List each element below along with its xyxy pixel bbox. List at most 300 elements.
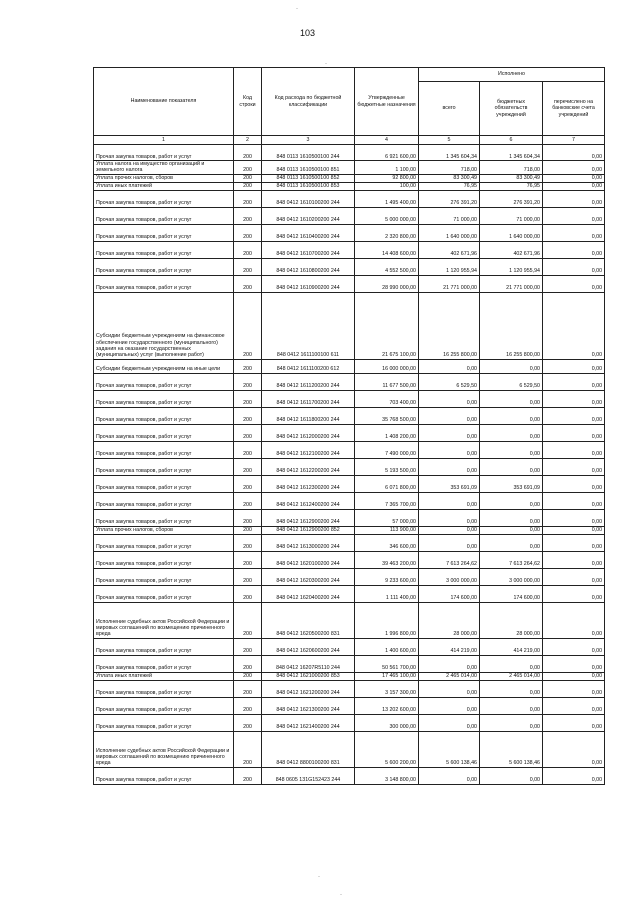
cell-transferred: 0,00 bbox=[543, 224, 605, 241]
cell-approved: 28 990 000,00 bbox=[355, 275, 419, 292]
row-label: Прочая закупка товаров, работ и услуг bbox=[96, 234, 192, 241]
row-label: Прочая закупка товаров, работ и услуг bbox=[96, 648, 192, 655]
row-label: Прочая закупка товаров, работ и услуг bbox=[96, 468, 192, 475]
cell-total: 3 000 000,00 bbox=[419, 568, 480, 585]
cell-name bbox=[94, 441, 234, 458]
cell-line-code: 200 bbox=[234, 275, 262, 292]
cell-name bbox=[94, 767, 234, 784]
cell-total: 0,00 bbox=[419, 534, 480, 551]
cell-budget-code: 848 0412 1620500200 831 bbox=[262, 602, 355, 638]
cell-budget-code: 848 0412 1612300200 244 bbox=[262, 475, 355, 492]
scan-speck: · bbox=[318, 874, 320, 880]
table-row bbox=[94, 655, 605, 672]
cell-transferred: 0,00 bbox=[543, 697, 605, 714]
cell-approved: 1 408 200,00 bbox=[355, 424, 419, 441]
cell-name bbox=[94, 407, 234, 424]
cell-total: 6 529,50 bbox=[419, 373, 480, 390]
cell-budget-code: 848 0412 1612000200 244 bbox=[262, 424, 355, 441]
header-total: всего bbox=[419, 82, 480, 136]
cell-total: 0,00 bbox=[419, 697, 480, 714]
row-label: Субсидии бюджетным учреждениям на финансовое обеспечение государственного (муниципального) задания на оказание государственных (муниципальных) услуг (выполнение работ) bbox=[96, 333, 225, 359]
row-label: Уплата прочих налогов, сборов bbox=[96, 527, 174, 534]
cell-budget-code: 848 0412 1612200200 244 bbox=[262, 458, 355, 475]
cell-obligations: 1 120 955,94 bbox=[480, 258, 543, 275]
table-row bbox=[94, 174, 605, 182]
table-row bbox=[94, 767, 605, 784]
cell-obligations: 0,00 bbox=[480, 441, 543, 458]
cell-approved: 1 996 800,00 bbox=[355, 602, 419, 638]
cell-line-code: 200 bbox=[234, 182, 262, 190]
table-row bbox=[94, 509, 605, 526]
cell-line-code: 200 bbox=[234, 492, 262, 509]
row-label: Субсидии бюджетным учреждениям на иные цели bbox=[96, 366, 221, 373]
table-row bbox=[94, 672, 605, 680]
table-row bbox=[94, 241, 605, 258]
cell-name bbox=[94, 509, 234, 526]
cell-approved: 92 800,00 bbox=[355, 174, 419, 182]
cell-transferred: 0,00 bbox=[543, 509, 605, 526]
table-row bbox=[94, 359, 605, 373]
row-label: Прочая закупка товаров, работ и услуг bbox=[96, 485, 192, 492]
cell-line-code: 200 bbox=[234, 767, 262, 784]
cell-budget-code: 848 0412 1610100200 244 bbox=[262, 190, 355, 207]
cell-budget-code: 848 0412 1612900200 852 bbox=[262, 526, 355, 534]
cell-approved: 57 000,00 bbox=[355, 509, 419, 526]
row-label: Прочая закупка товаров, работ и услуг bbox=[96, 502, 192, 509]
cell-total: 0,00 bbox=[419, 655, 480, 672]
cell-obligations: 0,00 bbox=[480, 680, 543, 697]
row-label: Прочая закупка товаров, работ и услуг bbox=[96, 777, 192, 784]
cell-obligations: 0,00 bbox=[480, 458, 543, 475]
row-label: Уплата прочих налогов, сборов bbox=[96, 175, 174, 182]
cell-obligations: 0,00 bbox=[480, 655, 543, 672]
cell-name bbox=[94, 492, 234, 509]
cell-transferred: 0,00 bbox=[543, 492, 605, 509]
cell-transferred: 0,00 bbox=[543, 767, 605, 784]
cell-transferred: 0,00 bbox=[543, 458, 605, 475]
cell-total: 0,00 bbox=[419, 441, 480, 458]
cell-total: 76,95 bbox=[419, 182, 480, 190]
cell-total: 1 640 000,00 bbox=[419, 224, 480, 241]
cell-approved: 1 111 400,00 bbox=[355, 585, 419, 602]
cell-transferred: 0,00 bbox=[543, 526, 605, 534]
cell-transferred: 0,00 bbox=[543, 424, 605, 441]
cell-approved: 113 900,00 bbox=[355, 526, 419, 534]
cell-name bbox=[94, 568, 234, 585]
cell-line-code: 200 bbox=[234, 509, 262, 526]
cell-budget-code: 848 0412 16207R5110 244 bbox=[262, 655, 355, 672]
cell-approved: 1 100,00 bbox=[355, 161, 419, 175]
row-label: Прочая закупка товаров, работ и услуг bbox=[96, 451, 192, 458]
table-row bbox=[94, 161, 605, 175]
header-transferred: перечислено на банковские счета учреждений bbox=[543, 82, 605, 136]
cell-budget-code: 848 0412 1611100200 612 bbox=[262, 359, 355, 373]
cell-line-code: 200 bbox=[234, 207, 262, 224]
cell-budget-code: 848 0113 1610500100 853 bbox=[262, 182, 355, 190]
cell-transferred: 0,00 bbox=[543, 207, 605, 224]
cell-name bbox=[94, 161, 234, 175]
cell-name bbox=[94, 275, 234, 292]
cell-name bbox=[94, 292, 234, 359]
table-row bbox=[94, 458, 605, 475]
cell-name bbox=[94, 672, 234, 680]
cell-budget-code: 848 0412 1620100200 244 bbox=[262, 551, 355, 568]
cell-transferred: 0,00 bbox=[543, 551, 605, 568]
cell-total: 71 000,00 bbox=[419, 207, 480, 224]
row-label: Уплата иных платежей bbox=[96, 673, 152, 680]
cell-approved: 100,00 bbox=[355, 182, 419, 190]
table-row bbox=[94, 526, 605, 534]
cell-total: 0,00 bbox=[419, 714, 480, 731]
cell-total: 0,00 bbox=[419, 680, 480, 697]
cell-line-code: 200 bbox=[234, 373, 262, 390]
cell-approved: 50 561 700,00 bbox=[355, 655, 419, 672]
cell-name bbox=[94, 174, 234, 182]
column-number: 5 bbox=[419, 136, 480, 145]
cell-total: 2 465 014,00 bbox=[419, 672, 480, 680]
cell-line-code: 200 bbox=[234, 475, 262, 492]
cell-line-code: 200 bbox=[234, 731, 262, 767]
cell-approved: 2 320 800,00 bbox=[355, 224, 419, 241]
cell-budget-code: 848 0412 1610200200 244 bbox=[262, 207, 355, 224]
table-row bbox=[94, 424, 605, 441]
page-number: 103 bbox=[300, 28, 316, 38]
cell-total: 0,00 bbox=[419, 767, 480, 784]
cell-budget-code: 848 0113 1610500100 852 bbox=[262, 174, 355, 182]
header-budget-obligations: бюджетных обязательств учреждений bbox=[480, 82, 543, 136]
cell-line-code: 200 bbox=[234, 551, 262, 568]
scan-speck: · bbox=[296, 6, 298, 12]
cell-name bbox=[94, 655, 234, 672]
cell-line-code: 200 bbox=[234, 441, 262, 458]
cell-obligations: 0,00 bbox=[480, 390, 543, 407]
cell-obligations: 7 613 264,62 bbox=[480, 551, 543, 568]
row-label: Прочая закупка товаров, работ и услуг bbox=[96, 285, 192, 292]
cell-approved: 5 600 200,00 bbox=[355, 731, 419, 767]
cell-budget-code: 848 0412 1620400200 244 bbox=[262, 585, 355, 602]
table-row bbox=[94, 714, 605, 731]
table-row bbox=[94, 441, 605, 458]
cell-obligations: 0,00 bbox=[480, 526, 543, 534]
cell-budget-code: 848 0605 131G152423 244 bbox=[262, 767, 355, 784]
cell-name bbox=[94, 359, 234, 373]
cell-obligations: 28 000,00 bbox=[480, 602, 543, 638]
row-label: Прочая закупка товаров, работ и услуг bbox=[96, 251, 192, 258]
cell-name bbox=[94, 551, 234, 568]
cell-obligations: 5 600 138,46 bbox=[480, 731, 543, 767]
row-label: Исполнение судебных актов Российской Федерации и мировых соглашений по возмещению причиненного вреда bbox=[96, 618, 230, 638]
header-budget-code: Код расхода по бюджетной классификации bbox=[262, 68, 355, 136]
cell-transferred: 0,00 bbox=[543, 373, 605, 390]
cell-transferred: 0,00 bbox=[543, 390, 605, 407]
cell-obligations: 174 600,00 bbox=[480, 585, 543, 602]
cell-name bbox=[94, 585, 234, 602]
cell-line-code: 200 bbox=[234, 161, 262, 175]
cell-name bbox=[94, 731, 234, 767]
column-number: 7 bbox=[543, 136, 605, 145]
table-row bbox=[94, 407, 605, 424]
row-label: Исполнение судебных актов Российской Федерации и мировых соглашений по возмещению причиненного вреда bbox=[96, 747, 230, 767]
table-row bbox=[94, 190, 605, 207]
cell-line-code: 200 bbox=[234, 241, 262, 258]
table-row bbox=[94, 145, 605, 161]
cell-total: 7 613 264,62 bbox=[419, 551, 480, 568]
table-row bbox=[94, 492, 605, 509]
cell-budget-code: 848 0412 1621200200 244 bbox=[262, 680, 355, 697]
table-row bbox=[94, 275, 605, 292]
cell-line-code: 200 bbox=[234, 697, 262, 714]
cell-budget-code: 848 0412 1611200200 244 bbox=[262, 373, 355, 390]
cell-total: 402 671,96 bbox=[419, 241, 480, 258]
cell-total: 276 391,20 bbox=[419, 190, 480, 207]
cell-obligations: 402 671,96 bbox=[480, 241, 543, 258]
table-row bbox=[94, 207, 605, 224]
cell-budget-code: 848 0412 1611700200 244 bbox=[262, 390, 355, 407]
row-label: Прочая закупка товаров, работ и услуг bbox=[96, 268, 192, 275]
cell-transferred: 0,00 bbox=[543, 680, 605, 697]
cell-budget-code: 848 0412 1610800200 244 bbox=[262, 258, 355, 275]
column-number: 1 bbox=[94, 136, 234, 145]
cell-name bbox=[94, 224, 234, 241]
cell-transferred: 0,00 bbox=[543, 441, 605, 458]
cell-approved: 9 233 600,00 bbox=[355, 568, 419, 585]
cell-name bbox=[94, 258, 234, 275]
cell-approved: 35 768 500,00 bbox=[355, 407, 419, 424]
cell-transferred: 0,00 bbox=[543, 585, 605, 602]
table-row bbox=[94, 697, 605, 714]
cell-total: 0,00 bbox=[419, 390, 480, 407]
cell-transferred: 0,00 bbox=[543, 672, 605, 680]
cell-obligations: 0,00 bbox=[480, 492, 543, 509]
cell-budget-code: 848 0113 1610500100 851 bbox=[262, 161, 355, 175]
cell-obligations: 0,00 bbox=[480, 534, 543, 551]
cell-name bbox=[94, 241, 234, 258]
table-row bbox=[94, 534, 605, 551]
cell-budget-code: 848 0412 1613000200 244 bbox=[262, 534, 355, 551]
cell-approved: 1 495 400,00 bbox=[355, 190, 419, 207]
column-number: 3 bbox=[262, 136, 355, 145]
cell-budget-code: 848 0412 8800100200 831 bbox=[262, 731, 355, 767]
header-line-code: Код строки bbox=[234, 68, 262, 136]
cell-total: 28 000,00 bbox=[419, 602, 480, 638]
cell-total: 174 600,00 bbox=[419, 585, 480, 602]
cell-approved: 3 148 800,00 bbox=[355, 767, 419, 784]
cell-approved: 300 000,00 bbox=[355, 714, 419, 731]
cell-approved: 6 921 600,00 bbox=[355, 145, 419, 161]
cell-budget-code: 848 0412 1610900200 244 bbox=[262, 275, 355, 292]
table-row bbox=[94, 551, 605, 568]
cell-line-code: 200 bbox=[234, 258, 262, 275]
cell-obligations: 353 691,09 bbox=[480, 475, 543, 492]
table-row bbox=[94, 638, 605, 655]
cell-line-code: 200 bbox=[234, 714, 262, 731]
cell-transferred: 0,00 bbox=[543, 258, 605, 275]
cell-total: 0,00 bbox=[419, 458, 480, 475]
cell-obligations: 71 000,00 bbox=[480, 207, 543, 224]
table-row bbox=[94, 680, 605, 697]
cell-total: 1 120 955,94 bbox=[419, 258, 480, 275]
cell-transferred: 0,00 bbox=[543, 359, 605, 373]
header-approved: Утвержденные бюджетные назначения bbox=[355, 68, 419, 136]
cell-approved: 39 463 200,00 bbox=[355, 551, 419, 568]
cell-total: 0,00 bbox=[419, 407, 480, 424]
cell-transferred: 0,00 bbox=[543, 731, 605, 767]
cell-approved: 16 000 000,00 bbox=[355, 359, 419, 373]
cell-transferred: 0,00 bbox=[543, 241, 605, 258]
cell-total: 16 255 800,00 bbox=[419, 292, 480, 359]
cell-transferred: 0,00 bbox=[543, 292, 605, 359]
cell-transferred: 0,00 bbox=[543, 568, 605, 585]
row-label: Прочая закупка товаров, работ и услуг bbox=[96, 595, 192, 602]
cell-approved: 703 400,00 bbox=[355, 390, 419, 407]
cell-budget-code: 848 0412 1611800200 244 bbox=[262, 407, 355, 424]
cell-name bbox=[94, 534, 234, 551]
table-row bbox=[94, 475, 605, 492]
table-row bbox=[94, 390, 605, 407]
scan-speck: · bbox=[325, 61, 327, 67]
cell-line-code: 200 bbox=[234, 672, 262, 680]
cell-approved: 21 675 100,00 bbox=[355, 292, 419, 359]
cell-budget-code: 848 0412 1611100100 611 bbox=[262, 292, 355, 359]
cell-obligations: 718,00 bbox=[480, 161, 543, 175]
cell-line-code: 200 bbox=[234, 534, 262, 551]
cell-approved: 7 490 000,00 bbox=[355, 441, 419, 458]
cell-total: 1 345 604,34 bbox=[419, 145, 480, 161]
cell-transferred: 0,00 bbox=[543, 190, 605, 207]
cell-obligations: 0,00 bbox=[480, 767, 543, 784]
table-row bbox=[94, 224, 605, 241]
cell-name bbox=[94, 424, 234, 441]
cell-obligations: 2 465 014,00 bbox=[480, 672, 543, 680]
cell-budget-code: 848 0412 1621400200 244 bbox=[262, 714, 355, 731]
budget-execution-table bbox=[93, 67, 605, 785]
cell-obligations: 21 771 000,00 bbox=[480, 275, 543, 292]
cell-total: 83 300,49 bbox=[419, 174, 480, 182]
cell-approved: 7 365 700,00 bbox=[355, 492, 419, 509]
cell-name bbox=[94, 373, 234, 390]
row-label: Прочая закупка товаров, работ и услуг bbox=[96, 153, 192, 160]
cell-line-code: 200 bbox=[234, 390, 262, 407]
cell-total: 0,00 bbox=[419, 526, 480, 534]
row-label: Прочая закупка товаров, работ и услуг bbox=[96, 200, 192, 207]
cell-approved: 346 600,00 bbox=[355, 534, 419, 551]
cell-line-code: 200 bbox=[234, 145, 262, 161]
cell-name bbox=[94, 475, 234, 492]
cell-obligations: 3 000 000,00 bbox=[480, 568, 543, 585]
cell-transferred: 0,00 bbox=[543, 407, 605, 424]
cell-budget-code: 848 0412 1612100200 244 bbox=[262, 441, 355, 458]
cell-total: 0,00 bbox=[419, 359, 480, 373]
column-number: 4 bbox=[355, 136, 419, 145]
cell-obligations: 0,00 bbox=[480, 407, 543, 424]
row-label: Прочая закупка товаров, работ и услуг bbox=[96, 544, 192, 551]
cell-approved: 6 071 800,00 bbox=[355, 475, 419, 492]
cell-budget-code: 848 0113 1610500100 244 bbox=[262, 145, 355, 161]
cell-approved: 14 408 600,00 bbox=[355, 241, 419, 258]
table-row bbox=[94, 602, 605, 638]
cell-obligations: 16 255 800,00 bbox=[480, 292, 543, 359]
cell-transferred: 0,00 bbox=[543, 638, 605, 655]
table-row bbox=[94, 568, 605, 585]
table-row bbox=[94, 731, 605, 767]
cell-budget-code: 848 0412 1620600200 244 bbox=[262, 638, 355, 655]
row-label: Прочая закупка товаров, работ и услуг bbox=[96, 434, 192, 441]
cell-name bbox=[94, 526, 234, 534]
cell-budget-code: 848 0412 1620300200 244 bbox=[262, 568, 355, 585]
cell-transferred: 0,00 bbox=[543, 182, 605, 190]
header-name: Наименование показателя bbox=[94, 68, 234, 136]
cell-line-code: 200 bbox=[234, 458, 262, 475]
cell-obligations: 276 391,20 bbox=[480, 190, 543, 207]
cell-line-code: 200 bbox=[234, 359, 262, 373]
cell-name bbox=[94, 390, 234, 407]
column-number: 2 bbox=[234, 136, 262, 145]
cell-line-code: 200 bbox=[234, 292, 262, 359]
cell-approved: 5 000 000,00 bbox=[355, 207, 419, 224]
cell-transferred: 0,00 bbox=[543, 475, 605, 492]
cell-name bbox=[94, 145, 234, 161]
row-label: Прочая закупка товаров, работ и услуг bbox=[96, 690, 192, 697]
cell-total: 5 600 138,46 bbox=[419, 731, 480, 767]
cell-obligations: 0,00 bbox=[480, 714, 543, 731]
cell-line-code: 200 bbox=[234, 224, 262, 241]
row-label: Прочая закупка товаров, работ и услуг bbox=[96, 519, 192, 526]
cell-name bbox=[94, 182, 234, 190]
table-row bbox=[94, 182, 605, 190]
row-label: Прочая закупка товаров, работ и услуг bbox=[96, 724, 192, 731]
cell-total: 414 219,00 bbox=[419, 638, 480, 655]
cell-approved: 5 193 500,00 bbox=[355, 458, 419, 475]
cell-line-code: 200 bbox=[234, 655, 262, 672]
cell-line-code: 200 bbox=[234, 568, 262, 585]
cell-transferred: 0,00 bbox=[543, 161, 605, 175]
cell-obligations: 0,00 bbox=[480, 697, 543, 714]
row-label: Уплата иных платежей bbox=[96, 183, 152, 190]
cell-total: 0,00 bbox=[419, 492, 480, 509]
cell-transferred: 0,00 bbox=[543, 174, 605, 182]
column-numbers-row bbox=[94, 136, 605, 145]
cell-line-code: 200 bbox=[234, 190, 262, 207]
cell-transferred: 0,00 bbox=[543, 275, 605, 292]
table-row bbox=[94, 292, 605, 359]
cell-name bbox=[94, 207, 234, 224]
cell-name bbox=[94, 190, 234, 207]
cell-budget-code: 848 0412 1610700200 244 bbox=[262, 241, 355, 258]
header-executed: Исполнено bbox=[419, 68, 605, 82]
row-label: Прочая закупка товаров, работ и услуг bbox=[96, 707, 192, 714]
cell-name bbox=[94, 680, 234, 697]
cell-total: 0,00 bbox=[419, 424, 480, 441]
cell-budget-code: 848 0412 1612400200 244 bbox=[262, 492, 355, 509]
cell-obligations: 6 529,50 bbox=[480, 373, 543, 390]
cell-line-code: 200 bbox=[234, 174, 262, 182]
cell-obligations: 414 219,00 bbox=[480, 638, 543, 655]
cell-obligations: 83 300,49 bbox=[480, 174, 543, 182]
cell-line-code: 200 bbox=[234, 424, 262, 441]
cell-total: 353 691,09 bbox=[419, 475, 480, 492]
cell-obligations: 0,00 bbox=[480, 509, 543, 526]
cell-transferred: 0,00 bbox=[543, 602, 605, 638]
scan-speck: · bbox=[340, 892, 342, 898]
cell-line-code: 200 bbox=[234, 526, 262, 534]
cell-obligations: 0,00 bbox=[480, 359, 543, 373]
cell-name bbox=[94, 602, 234, 638]
table-row bbox=[94, 258, 605, 275]
cell-total: 21 771 000,00 bbox=[419, 275, 480, 292]
cell-name bbox=[94, 458, 234, 475]
cell-line-code: 200 bbox=[234, 680, 262, 697]
cell-obligations: 1 640 000,00 bbox=[480, 224, 543, 241]
